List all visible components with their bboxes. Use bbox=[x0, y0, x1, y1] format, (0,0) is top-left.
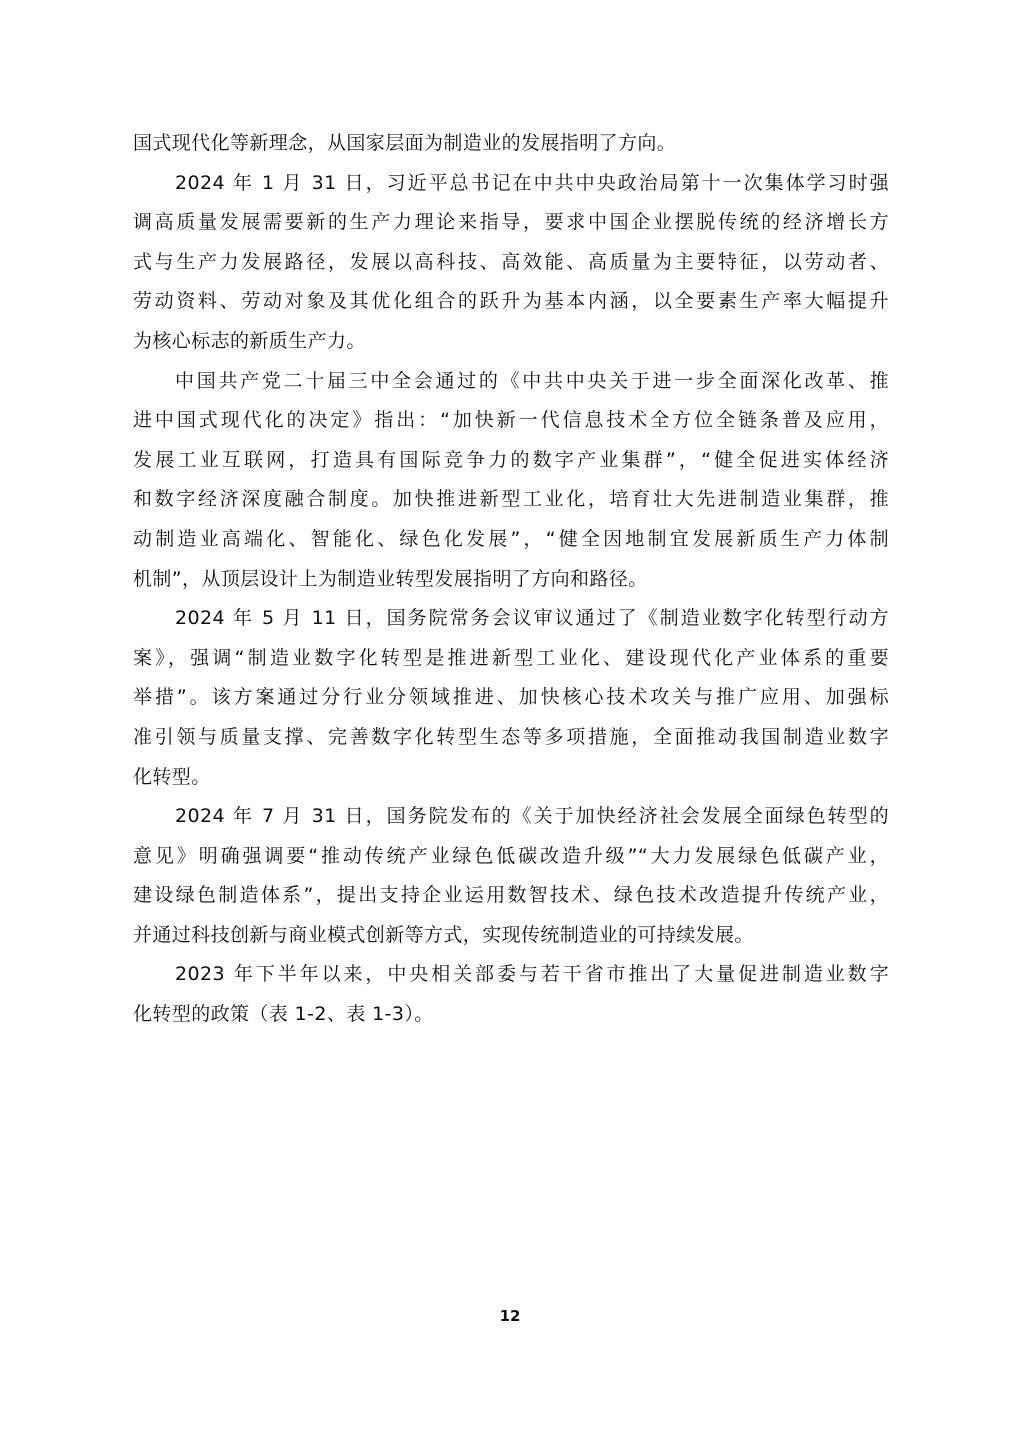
text-line: 劳动资料、劳动对象及其优化组合的跃升为基本内涵，以全要素生产率大幅提升 bbox=[133, 290, 889, 313]
paragraph bbox=[133, 599, 889, 797]
text-line: 化转型的政策（表 1-2、表 1-3）。 bbox=[133, 1003, 434, 1026]
text-line: 案》，强调“制造业数字化转型是推进新型工业化、建设现代化产业体系的重要 bbox=[133, 646, 889, 669]
text-line: 中国共产党二十届三中全会通过的《中共中央关于进一步全面深化改革、推 bbox=[175, 369, 889, 392]
text-line: 化转型。 bbox=[133, 765, 211, 788]
text-line: 准引领与质量支撑、完善数字化转型生态等多项措施，全面推动我国制造业数字 bbox=[133, 725, 889, 748]
text-line: 2024 年 1 月 31 日，习近平总书记在中共中央政治局第十一次集体学习时强 bbox=[175, 171, 889, 194]
paragraph bbox=[133, 955, 889, 1034]
text-line: 并通过科技创新与商业模式创新等方式，实现传统制造业的可持续发展。 bbox=[133, 923, 754, 946]
text-line: 2024 年 5 月 11 日，国务院常务会议审议通过了《制造业数字化转型行动方 bbox=[175, 607, 889, 630]
page-number: 12 bbox=[499, 1307, 521, 1325]
text-line: 意见》明确强调要“推动传统产业绿色低碳改造升级”“大力发展绿色低碳产业， bbox=[133, 844, 889, 867]
text-line: 2023 年下半年以来，中央相关部委与若干省市推出了大量促进制造业数字 bbox=[175, 963, 889, 986]
text-line: 进中国式现代化的决定》指出：“加快新一代信息技术全方位全链条普及应用， bbox=[133, 409, 889, 432]
text-line: 为核心标志的新质生产力。 bbox=[133, 329, 366, 352]
paragraph bbox=[133, 362, 889, 600]
text-line: 式与生产力发展路径，发展以高科技、高效能、高质量为主要特征，以劳动者、 bbox=[133, 250, 889, 273]
text-line: 举措”。该方案通过分行业分领域推进、加快核心技术攻关与推广应用、加强标 bbox=[133, 686, 889, 709]
text-line: 建设绿色制造体系”，提出支持企业运用数智技术、绿色技术改造提升传统产业， bbox=[133, 884, 889, 907]
document-body bbox=[133, 124, 889, 1035]
paragraph bbox=[133, 797, 889, 955]
paragraph bbox=[133, 124, 889, 164]
paragraph bbox=[133, 164, 889, 362]
text-line: 机制”，从顶层设计上为制造业转型发展指明了方向和路径。 bbox=[133, 567, 648, 590]
text-line: 和数字经济深度融合制度。加快推进新型工业化，培育壮大先进制造业集群，推 bbox=[133, 488, 889, 511]
text-line: 动制造业高端化、智能化、绿色化发展”，“健全因地制宜发展新质生产力体制 bbox=[133, 527, 889, 550]
text-line: 国式现代化等新理念，从国家层面为制造业的发展指明了方向。 bbox=[133, 132, 677, 154]
text-line: 调高质量发展需要新的生产力理论来指导，要求中国企业摆脱传统的经济增长方 bbox=[133, 211, 889, 234]
text-line: 2024 年 7 月 31 日，国务院发布的《关于加快经济社会发展全面绿色转型的 bbox=[175, 805, 889, 828]
text-line: 发展工业互联网，打造具有国际竞争力的数字产业集群”，“健全促进实体经济 bbox=[133, 448, 889, 471]
